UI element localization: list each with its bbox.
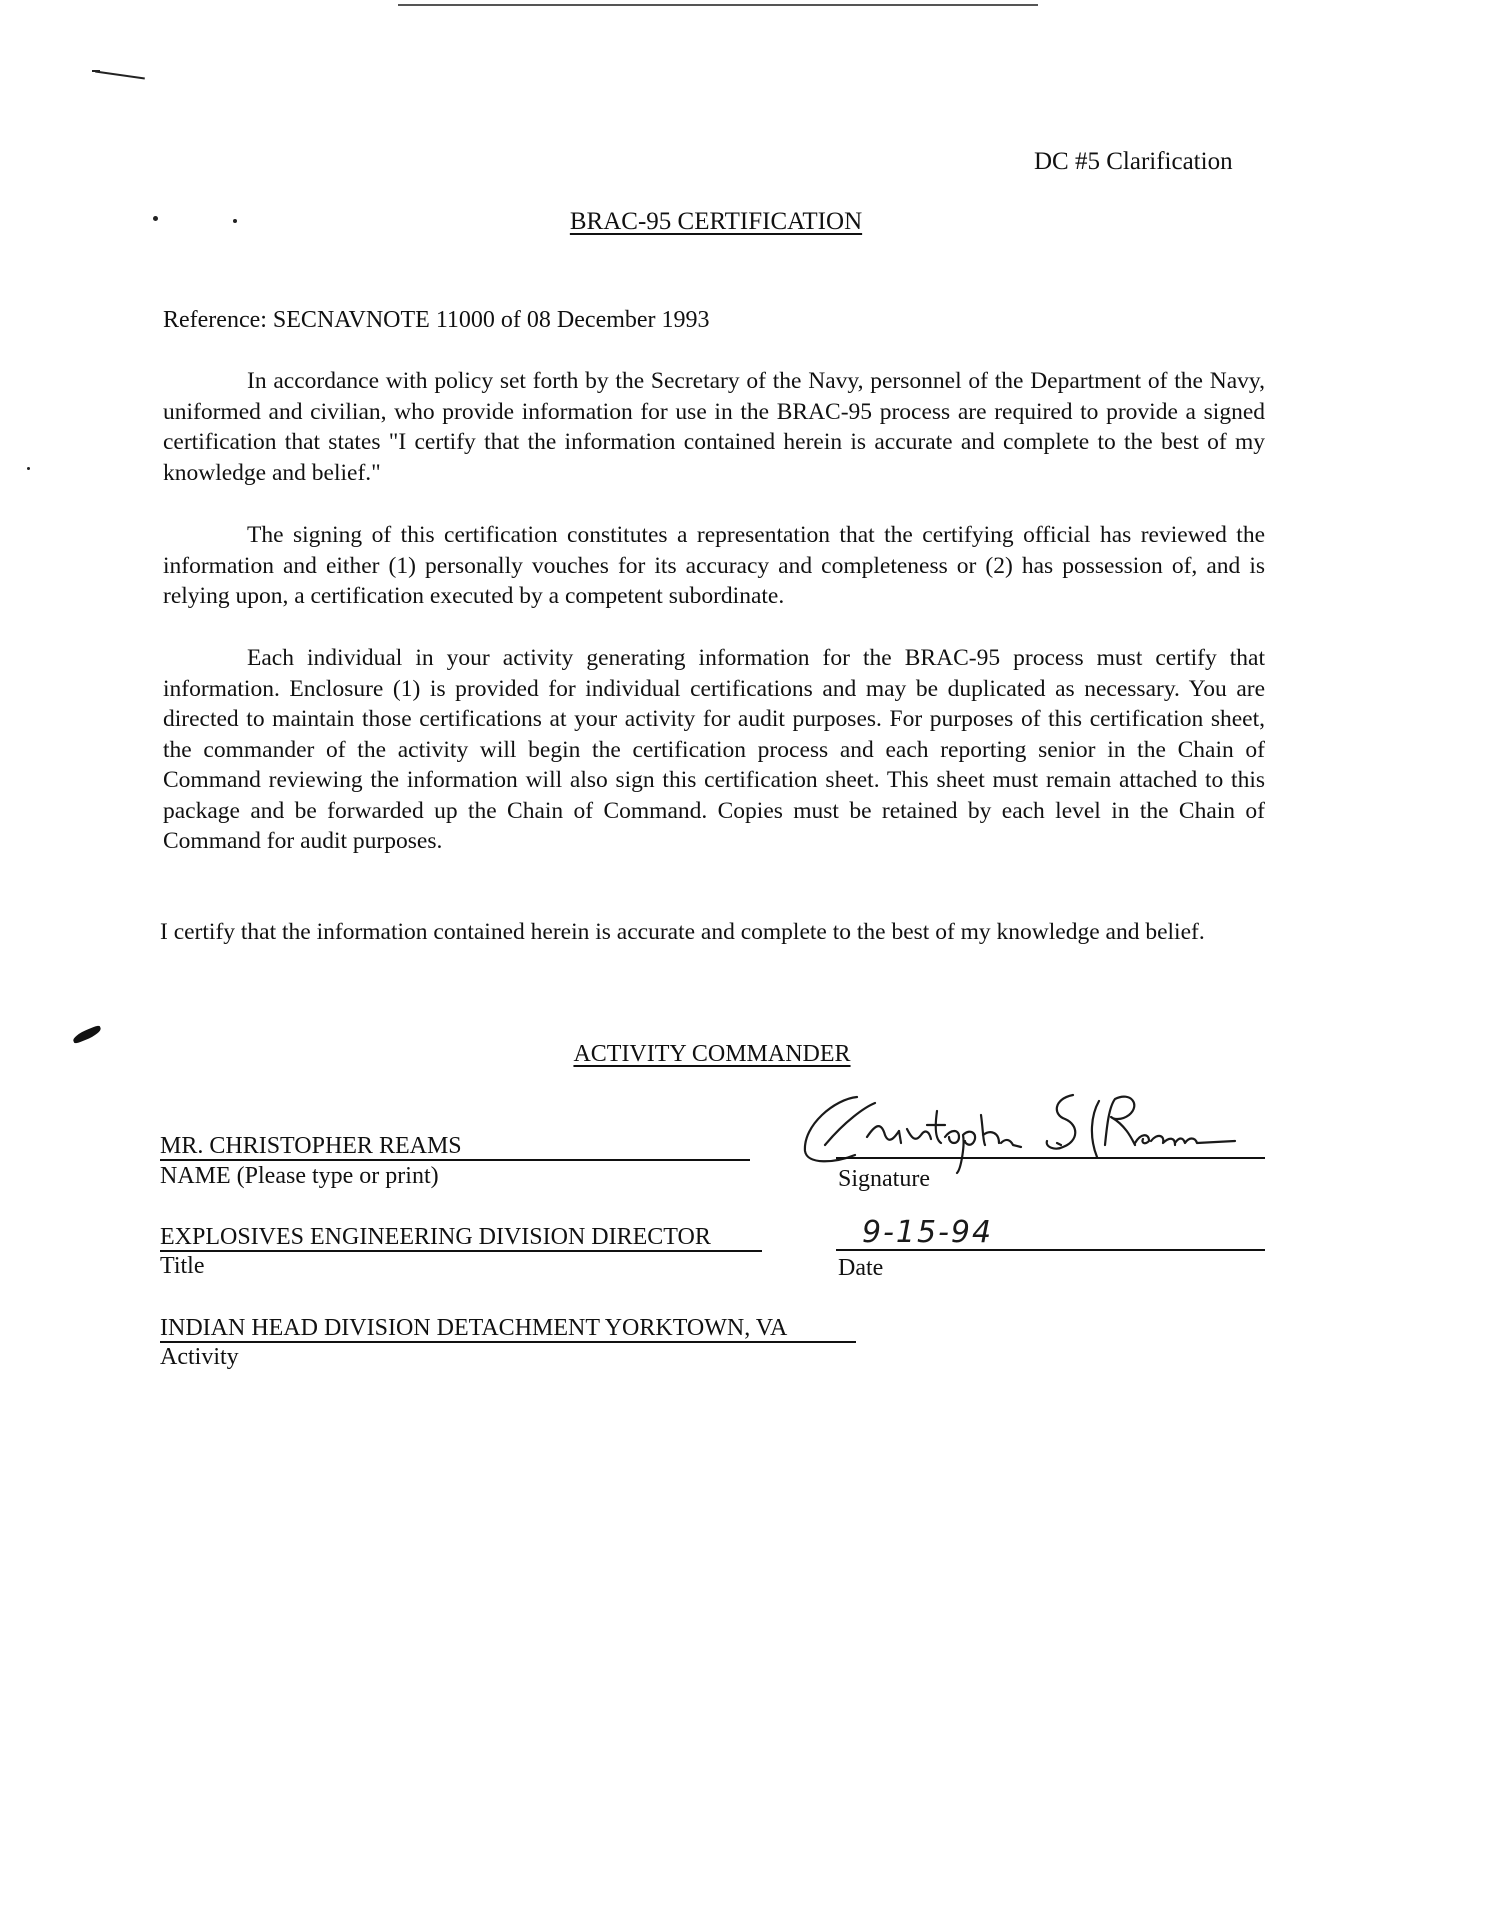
signature-label: Signature: [838, 1166, 930, 1192]
activity-label: Activity: [160, 1344, 239, 1370]
title-label: Title: [160, 1253, 205, 1279]
signing-paragraph: [163, 520, 1265, 612]
title-underline: [160, 1250, 762, 1252]
document-code-header: DC #5 Clarification: [1034, 148, 1233, 175]
date-value: 9-15-94: [862, 1215, 994, 1250]
activity-value: INDIAN HEAD DIVISION DETACHMENT YORKTOWN, VA: [160, 1315, 788, 1341]
signature-image: [795, 1085, 1255, 1175]
signature-underline: [836, 1157, 1265, 1159]
scan-edge-line: [398, 4, 1038, 6]
document-title: BRAC-95 CERTIFICATION: [569, 208, 863, 235]
certification-statement: I certify that the information contained herein is accurate and complete to the best of my knowledge and belief.: [160, 919, 1205, 945]
paragraph-text: Each individual in your activity generating information for the BRAC-95 process must certify that information. Enclosure (1) is provided for individual certifications and may be duplicated as necessary. You are directed to maintain those certifications at your activity for audit purposes. For purposes of this certification sheet, the commander of the activity will begin the certification process and each reporting senior in the Chain of Command reviewing the information will also sign this certification sheet. This sheet must remain attached to this package and be forwarded up the Chain of Command. Copies must be retained by each level in the Chain of Command for audit purposes.: [163, 645, 1265, 854]
scan-mark: [95, 71, 145, 80]
scan-dot: [27, 467, 30, 470]
policy-paragraph: [163, 366, 1265, 488]
name-value: MR. CHRISTOPHER REAMS: [160, 1133, 462, 1159]
paragraph-text: The signing of this certification constitutes a representation that the certifying official has reviewed the information and either (1) personally vouches for its accuracy and completeness or (2) has possession of, and is relying upon, a certification executed by a competent subordinate.: [163, 522, 1265, 609]
title-value: EXPLOSIVES ENGINEERING DIVISION DIRECTOR: [160, 1224, 711, 1250]
paragraph-text: In accordance with policy set forth by the Secretary of the Navy, personnel of the Department of the Navy, uniformed and civilian, who provide information for use in the BRAC-95 process are required to provide a signed certification that states "I certify that the information contained herein is accurate and complete to the best of my knowledge and belief.": [163, 368, 1265, 486]
name-label: NAME (Please type or print): [160, 1163, 439, 1189]
instructions-paragraph: [163, 643, 1265, 857]
activity-underline: [160, 1341, 856, 1343]
date-underline: [836, 1249, 1265, 1251]
section-heading: ACTIVITY COMMANDER: [573, 1041, 851, 1067]
date-label: Date: [838, 1255, 884, 1281]
reference-line: Reference: SECNAVNOTE 11000 of 08 December 1993: [163, 307, 710, 333]
